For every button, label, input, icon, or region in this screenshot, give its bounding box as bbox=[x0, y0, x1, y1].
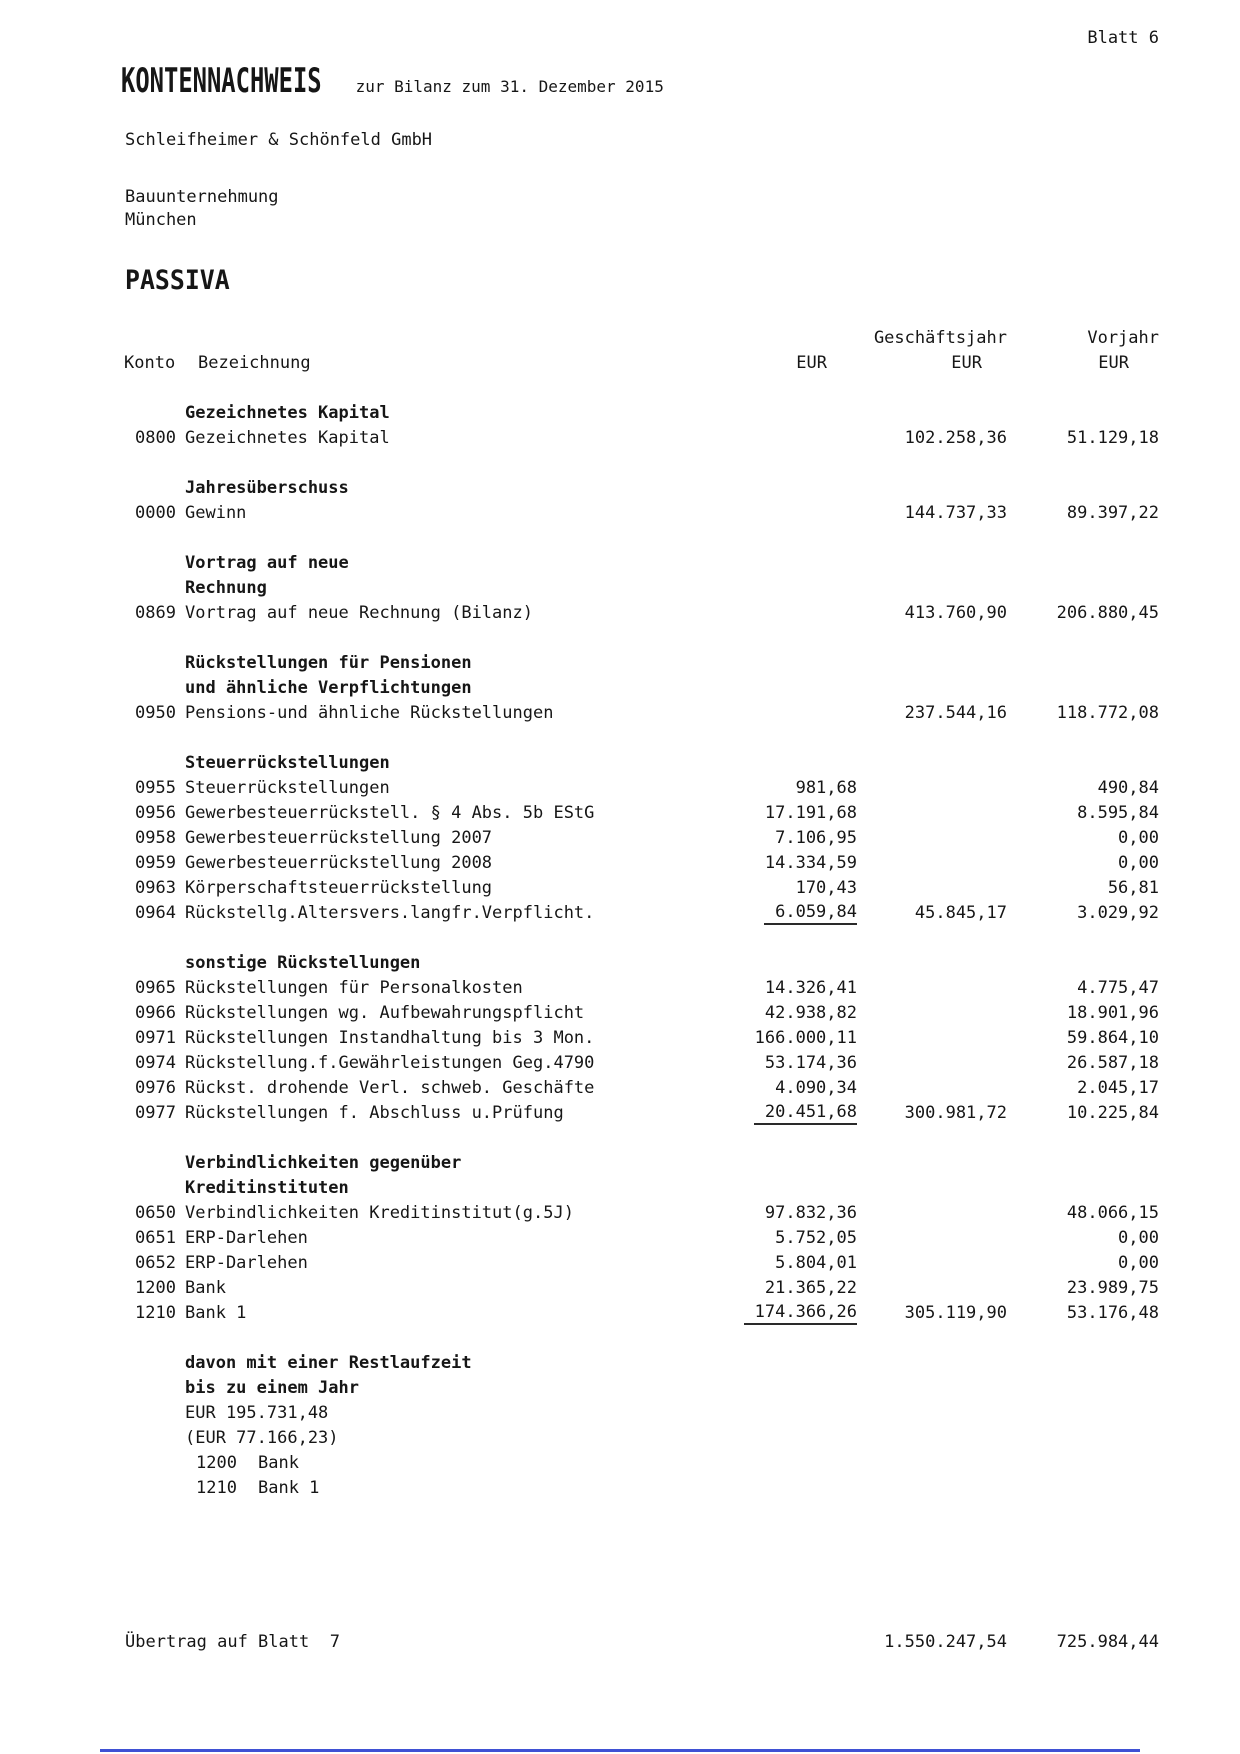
table-row bbox=[0, 776, 1240, 801]
carry-forward-row bbox=[0, 1630, 1240, 1655]
table-row bbox=[0, 826, 1240, 851]
konto-desc: Körperschaftsteuerrückstellung bbox=[185, 878, 493, 898]
amount-vj: 0,00 bbox=[1118, 1253, 1159, 1273]
note-heading-line2: bis zu einem Jahr bbox=[185, 1378, 359, 1398]
konto-code: 0869 bbox=[135, 603, 176, 623]
amount-vj: 48.066,15 bbox=[1066, 1203, 1159, 1223]
amount-eur: 97.832,36 bbox=[764, 1203, 857, 1223]
company-name: Schleifheimer & Schönfeld GmbH bbox=[125, 130, 433, 150]
company-address bbox=[125, 186, 279, 232]
konto-desc: Rückstellungen wg. Aufbewahrungspflicht bbox=[185, 1003, 585, 1023]
group-heading: Gezeichnetes Kapital bbox=[185, 403, 390, 423]
amount-eur: 5.752,05 bbox=[775, 1228, 857, 1248]
konto-code: 0956 bbox=[135, 803, 176, 823]
konto-code: 0971 bbox=[135, 1028, 176, 1048]
konto-desc: Rückstellungen Instandhaltung bis 3 Mon. bbox=[185, 1028, 595, 1048]
konto-code: 0650 bbox=[135, 1203, 176, 1223]
konto-code: 0977 bbox=[135, 1103, 176, 1123]
konto-desc: Gewerbesteuerrückstellung 2008 bbox=[185, 853, 493, 873]
amount-vj: 0,00 bbox=[1118, 853, 1159, 873]
accounts-table bbox=[0, 326, 1240, 1501]
group-heading: Verbindlichkeiten gegenüber bbox=[185, 1153, 462, 1173]
konto-code: 0964 bbox=[135, 903, 176, 923]
note-account-row bbox=[0, 1451, 1240, 1476]
konto-code: 0966 bbox=[135, 1003, 176, 1023]
amount-eur: 981,68 bbox=[795, 778, 857, 798]
column-header-vorjahr: Vorjahr bbox=[1087, 328, 1159, 348]
amount-eur-underlined: 174.366,26 bbox=[744, 1301, 857, 1325]
amount-eur: 170,43 bbox=[795, 878, 857, 898]
table-header-row bbox=[0, 351, 1240, 376]
konto-desc: Rückstellg.Altersvers.langfr.Verpflicht. bbox=[185, 903, 595, 923]
carry-forward-vj: 725.984,44 bbox=[1056, 1632, 1159, 1652]
amount-eur-underlined: 6.059,84 bbox=[764, 901, 857, 925]
amount-vj: 53.176,48 bbox=[1066, 1303, 1159, 1323]
konto-code: 0965 bbox=[135, 978, 176, 998]
amount-vj: 51.129,18 bbox=[1066, 428, 1159, 448]
note-heading: davon mit einer Restlaufzeit bbox=[185, 1353, 472, 1373]
amount-vj: 26.587,18 bbox=[1066, 1053, 1159, 1073]
konto-desc: Rückstellungen f. Abschluss u.Prüfung bbox=[185, 1103, 564, 1123]
table-row bbox=[0, 701, 1240, 726]
amount-eur: 7.106,95 bbox=[775, 828, 857, 848]
column-header-bezeichnung: Bezeichnung bbox=[198, 353, 311, 373]
konto-desc: Verbindlichkeiten Kreditinstitut(g.5J) bbox=[185, 1203, 574, 1223]
table-row bbox=[0, 426, 1240, 451]
group-heading: Jahresüberschuss bbox=[185, 478, 349, 498]
table-row bbox=[0, 851, 1240, 876]
table-row bbox=[0, 1251, 1240, 1276]
table-row bbox=[0, 1226, 1240, 1251]
sheet-number-label: Blatt 6 bbox=[1087, 28, 1159, 48]
note-amount-line-prior: (EUR 77.166,23) bbox=[185, 1428, 339, 1448]
table-row bbox=[0, 976, 1240, 1001]
konto-code: 0955 bbox=[135, 778, 176, 798]
group-gezeichnetes-kapital bbox=[0, 401, 1240, 451]
konto-desc: Vortrag auf neue Rechnung (Bilanz) bbox=[185, 603, 533, 623]
group-heading: Steuerrückstellungen bbox=[185, 753, 390, 773]
table-header-year-row bbox=[0, 326, 1240, 351]
konto-code: 0963 bbox=[135, 878, 176, 898]
amount-vj: 23.989,75 bbox=[1066, 1278, 1159, 1298]
table-row bbox=[0, 1276, 1240, 1301]
group-sonstige-rueckstellungen bbox=[0, 951, 1240, 1126]
konto-desc: ERP-Darlehen bbox=[185, 1228, 308, 1248]
konto-code: 0651 bbox=[135, 1228, 176, 1248]
group-heading-line2: und ähnliche Verpflichtungen bbox=[185, 678, 472, 698]
group-heading: Rückstellungen für Pensionen bbox=[185, 653, 472, 673]
amount-eur: 5.804,01 bbox=[775, 1253, 857, 1273]
amount-eur: 4.090,34 bbox=[775, 1078, 857, 1098]
konto-desc: Pensions-und ähnliche Rückstellungen bbox=[185, 703, 554, 723]
konto-code: 0652 bbox=[135, 1253, 176, 1273]
table-row bbox=[0, 1076, 1240, 1101]
carry-forward-label: Übertrag auf Blatt 7 bbox=[125, 1632, 340, 1652]
amount-gj: 45.845,17 bbox=[914, 903, 1007, 923]
amount-vj: 3.029,92 bbox=[1077, 903, 1159, 923]
konto-code: 0958 bbox=[135, 828, 176, 848]
amount-eur: 14.334,59 bbox=[764, 853, 857, 873]
konto-desc: Bank 1 bbox=[185, 1303, 247, 1323]
table-row bbox=[0, 801, 1240, 826]
amount-gj: 300.981,72 bbox=[904, 1103, 1007, 1123]
table-row bbox=[0, 501, 1240, 526]
konto-desc: Gewerbesteuerrückstellung 2007 bbox=[185, 828, 493, 848]
document-title-line bbox=[121, 61, 664, 104]
section-title-passiva: PASSIVA bbox=[125, 265, 230, 296]
page-bottom-rule bbox=[100, 1749, 1140, 1752]
amount-eur: 42.938,82 bbox=[764, 1003, 857, 1023]
konto-code: 0974 bbox=[135, 1053, 176, 1073]
konto-desc: Rückstellungen für Personalkosten bbox=[185, 978, 523, 998]
konto-desc: Bank bbox=[258, 1453, 299, 1473]
note-restlaufzeit bbox=[0, 1351, 1240, 1501]
group-vortrag bbox=[0, 551, 1240, 626]
konto-desc: Rückstellung.f.Gewährleistungen Geg.4790 bbox=[185, 1053, 595, 1073]
konto-desc: Gewerbesteuerrückstell. § 4 Abs. 5b EStG bbox=[185, 803, 595, 823]
amount-gj: 144.737,33 bbox=[904, 503, 1007, 523]
amount-eur: 21.365,22 bbox=[764, 1278, 857, 1298]
amount-eur: 53.174,36 bbox=[764, 1053, 857, 1073]
amount-vj: 4.775,47 bbox=[1077, 978, 1159, 998]
group-heading: sonstige Rückstellungen bbox=[185, 953, 421, 973]
amount-vj: 490,84 bbox=[1097, 778, 1159, 798]
konto-code: 1210 bbox=[135, 1303, 176, 1323]
table-row bbox=[0, 1026, 1240, 1051]
table-row bbox=[0, 876, 1240, 901]
column-header-konto: Konto bbox=[124, 353, 176, 373]
amount-vj: 0,00 bbox=[1118, 828, 1159, 848]
amount-eur: 17.191,68 bbox=[764, 803, 857, 823]
konto-code: 1210 bbox=[196, 1478, 237, 1498]
konto-code: 1200 bbox=[196, 1453, 237, 1473]
konto-desc: Steuerrückstellungen bbox=[185, 778, 390, 798]
konto-code: 0000 bbox=[135, 503, 176, 523]
konto-code: 0976 bbox=[135, 1078, 176, 1098]
konto-desc: Bank bbox=[185, 1278, 226, 1298]
company-business-line: Bauunternehmung bbox=[125, 187, 279, 207]
column-header-eur-1: EUR bbox=[796, 353, 827, 373]
konto-desc: Bank 1 bbox=[258, 1478, 320, 1498]
table-row bbox=[0, 601, 1240, 626]
konto-desc: Rückst. drohende Verl. schweb. Geschäfte bbox=[185, 1078, 595, 1098]
note-amount-line: EUR 195.731,48 bbox=[185, 1403, 329, 1423]
table-row-subtotal bbox=[0, 1101, 1240, 1126]
carry-forward-gj: 1.550.247,54 bbox=[884, 1632, 1007, 1652]
amount-vj: 59.864,10 bbox=[1066, 1028, 1159, 1048]
group-verbindlichkeiten-kreditinstitute bbox=[0, 1151, 1240, 1326]
konto-desc: Gezeichnetes Kapital bbox=[185, 428, 390, 448]
konto-code: 0950 bbox=[135, 703, 176, 723]
amount-vj: 89.397,22 bbox=[1066, 503, 1159, 523]
group-heading: Vortrag auf neue bbox=[185, 553, 349, 573]
konto-desc: ERP-Darlehen bbox=[185, 1253, 308, 1273]
amount-eur: 166.000,11 bbox=[754, 1028, 857, 1048]
konto-desc: Gewinn bbox=[185, 503, 247, 523]
column-header-eur-3: EUR bbox=[1098, 353, 1129, 373]
column-header-eur-2: EUR bbox=[951, 353, 982, 373]
amount-eur-underlined: 20.451,68 bbox=[754, 1101, 857, 1125]
table-row bbox=[0, 1201, 1240, 1226]
konto-code: 1200 bbox=[135, 1278, 176, 1298]
amount-gj: 102.258,36 bbox=[904, 428, 1007, 448]
page-title-suffix: zur Bilanz zum 31. Dezember 2015 bbox=[355, 77, 664, 96]
table-row-subtotal bbox=[0, 901, 1240, 926]
amount-eur: 14.326,41 bbox=[764, 978, 857, 998]
column-header-geschaeftsjahr: Geschäftsjahr bbox=[873, 328, 1007, 348]
page-title: KONTENNACHWEIS bbox=[121, 61, 322, 101]
amount-gj: 305.119,90 bbox=[904, 1303, 1007, 1323]
table-row-subtotal bbox=[0, 1301, 1240, 1326]
company-city: München bbox=[125, 210, 197, 230]
amount-vj: 10.225,84 bbox=[1066, 1103, 1159, 1123]
amount-vj: 2.045,17 bbox=[1077, 1078, 1159, 1098]
group-steuerrueckstellungen bbox=[0, 751, 1240, 926]
amount-vj: 8.595,84 bbox=[1077, 803, 1159, 823]
amount-vj: 118.772,08 bbox=[1056, 703, 1159, 723]
konto-code: 0800 bbox=[135, 428, 176, 448]
amount-vj: 18.901,96 bbox=[1066, 1003, 1159, 1023]
amount-vj: 56,81 bbox=[1107, 878, 1159, 898]
amount-vj: 0,00 bbox=[1118, 1228, 1159, 1248]
amount-vj: 206.880,45 bbox=[1056, 603, 1159, 623]
table-row bbox=[0, 1051, 1240, 1076]
group-heading-line2: Rechnung bbox=[185, 578, 267, 598]
note-account-row bbox=[0, 1476, 1240, 1501]
group-pensionsrueckstellungen bbox=[0, 651, 1240, 726]
table-row bbox=[0, 1001, 1240, 1026]
group-jahresueberschuss bbox=[0, 476, 1240, 526]
konto-code: 0959 bbox=[135, 853, 176, 873]
amount-gj: 413.760,90 bbox=[904, 603, 1007, 623]
amount-gj: 237.544,16 bbox=[904, 703, 1007, 723]
group-heading-line2: Kreditinstituten bbox=[185, 1178, 349, 1198]
